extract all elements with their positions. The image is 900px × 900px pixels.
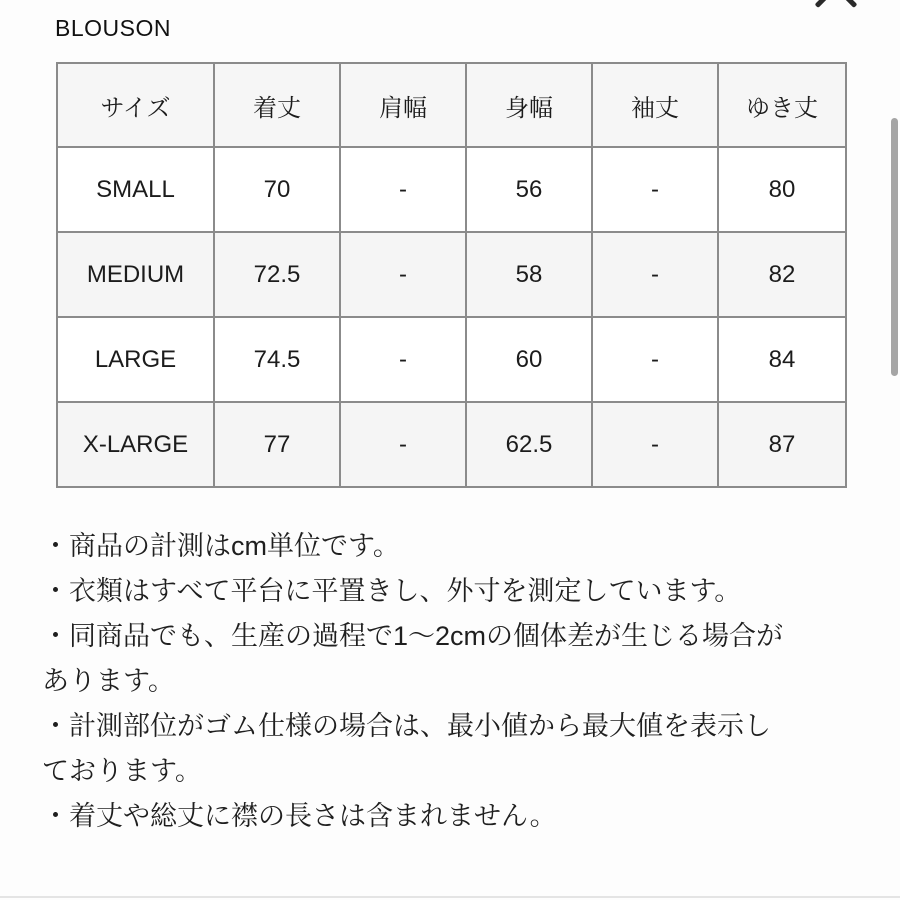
size-chart-table: [56, 62, 847, 488]
column-header-yuki: ゆき丈: [718, 63, 846, 147]
note-line: ・衣類はすべて平台に平置きし、外寸を測定しています。: [42, 576, 742, 606]
cell-value: 80: [718, 147, 846, 232]
cell-value: -: [340, 232, 466, 317]
column-header-size: サイズ: [57, 63, 214, 147]
column-header-body-width: 身幅: [466, 63, 592, 147]
cell-value: 84: [718, 317, 846, 402]
cell-value: 58: [466, 232, 592, 317]
note-line: ・商品の計測はcm単位です。: [42, 531, 400, 561]
bottom-divider: [0, 896, 900, 898]
table-row-small: [57, 147, 846, 232]
table-header-row: [57, 63, 846, 147]
cell-value: 60: [466, 317, 592, 402]
cell-value: -: [340, 317, 466, 402]
cell-value: -: [340, 147, 466, 232]
cell-value: 77: [214, 402, 340, 487]
column-header-shoulder: 肩幅: [340, 63, 466, 147]
cell-value: 56: [466, 147, 592, 232]
cell-value: 62.5: [466, 402, 592, 487]
table-row-medium: [57, 232, 846, 317]
cell-value: -: [592, 232, 718, 317]
page-title: BLOUSON: [55, 15, 171, 41]
note-line: ・着丈や総丈に襟の長さは含まれません。: [42, 801, 557, 831]
column-header-sleeve: 袖丈: [592, 63, 718, 147]
note-line: あります。: [42, 666, 175, 696]
cell-value: 72.5: [214, 232, 340, 317]
scrollbar-thumb[interactable]: [891, 118, 898, 376]
table-row-large: [57, 317, 846, 402]
note-line: ております。: [42, 756, 202, 786]
table-row-x-large: [57, 402, 846, 487]
cell-value: -: [340, 402, 466, 487]
note-line: ・同商品でも、生産の過程で1〜2cmの個体差が生じる場合が: [42, 621, 784, 651]
cell-value: -: [592, 317, 718, 402]
cell-value: 74.5: [214, 317, 340, 402]
cell-value: -: [592, 402, 718, 487]
column-header-length: 着丈: [214, 63, 340, 147]
close-icon[interactable]: [808, 0, 864, 14]
cell-value: 70: [214, 147, 340, 232]
cell-value: 87: [718, 402, 846, 487]
cell-size-label: LARGE: [57, 317, 214, 402]
cell-size-label: SMALL: [57, 147, 214, 232]
cell-size-label: MEDIUM: [57, 232, 214, 317]
measurement-notes: [42, 524, 877, 839]
cell-value: 82: [718, 232, 846, 317]
note-line: ・計測部位がゴム仕様の場合は、最小値から最大値を表示し: [42, 711, 771, 741]
cell-value: -: [592, 147, 718, 232]
cell-size-label: X-LARGE: [57, 402, 214, 487]
